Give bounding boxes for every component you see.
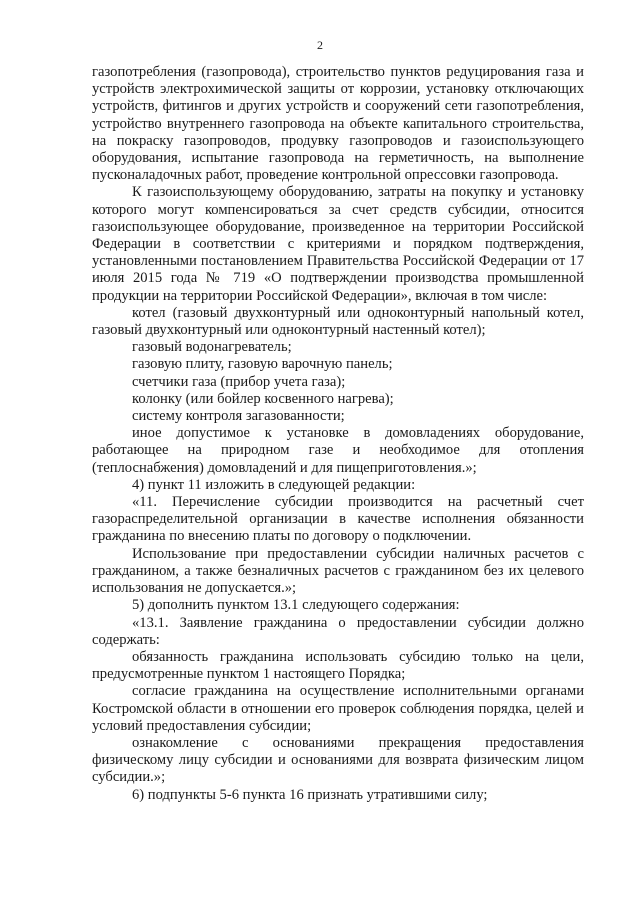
list-item-gas-stove: газовую плиту, газовую варочную панель;	[132, 356, 393, 373]
clause-13-1-acknowledgement: ознакомление с основаниями прекращения предоставления физическому лицу субсидии и основаниями для возврата физическим лицом субсидии.»;	[92, 734, 584, 786]
list-item-column-boiler: колонку (или бойлер косвенного нагрева);	[132, 390, 394, 407]
list-item-gas-control-system: систему контроля загазованности;	[132, 408, 345, 425]
clause-13-1-text: «13.1. Заявление гражданина о предоставлении субсидии должно содержать:	[92, 614, 584, 648]
page-number: 2	[317, 38, 323, 52]
clause-13-1-obligation: обязанность гражданина использовать субсидию только на цели, предусмотренные пунктом 1 настоящего Порядка;	[92, 648, 584, 683]
document-body	[92, 64, 584, 804]
list-item-gas-meters: счетчики газа (прибор учета газа);	[132, 373, 346, 390]
paragraph-gas-consumption-works: газопотребления (газопровода), строительство пунктов редуцирования газа и устройств электрохимической защиты от коррозии, установку отключающих устройств, фитингов и других устройств и сооружений сети газопотребления, устройство внутреннего газопровода на объекте капитального строительства, на покраску газопроводов, продувку газопроводов и газоиспользующего оборудования, испытание газопровода на герметичность, на выполнение пусконаладочных работ, проведение контрольной опрессовки газопровода.	[92, 64, 584, 184]
amendment-item-5: 5) дополнить пунктом 13.1 следующего содержания:	[132, 597, 460, 614]
list-item-other-equipment: иное допустимое к установке в домовладениях оборудование, работающее на природном газе и необходимое для отопления (теплоснабжения) домовладений и для пищеприготовления.»;	[92, 425, 584, 476]
paragraph-gas-equipment-definition: К газоиспользующему оборудованию, затраты на покупку и установку которого могут компенсироваться за счет средств субсидии, относится газоиспользующее оборудование, произведенное на территории Российской Федерации в соответствии с критериями и порядком подтверждения, установленными постановлением Правительства Российской Федерации от 17 июля 2015 года № 719 «О подтверждении производства промышленной продукции на территории Российской Федерации», включая в том числе:	[92, 184, 584, 304]
list-item-water-heater: газовый водонагреватель;	[132, 339, 292, 356]
list-item-boiler: котел (газовый двухконтурный или одноконтурный напольный котел, газовый двухконтурный или одноконтурный настенный котел);	[92, 304, 584, 339]
clause-11-cash-restriction: Использование при предоставлении субсидии наличных расчетов с гражданином, а также безналичных расчетов с гражданином без их целевого использования не допускается.»;	[92, 545, 584, 597]
amendment-item-4: 4) пункт 11 изложить в следующей редакции:	[132, 476, 416, 493]
clause-11-text: «11. Перечисление субсидии производится на расчетный счет газораспределительной организации в качестве исполнения обязанности гражданина по внесению платы по договору о подключении.	[92, 494, 584, 545]
clause-13-1-consent: согласие гражданина на осуществление исполнительными органами Костромской области в отношении его проверок соблюдения порядка, целей и условий предоставления субсидии;	[92, 683, 584, 734]
amendment-item-6: 6) подпункты 5-6 пункта 16 признать утратившими силу;	[132, 786, 488, 803]
